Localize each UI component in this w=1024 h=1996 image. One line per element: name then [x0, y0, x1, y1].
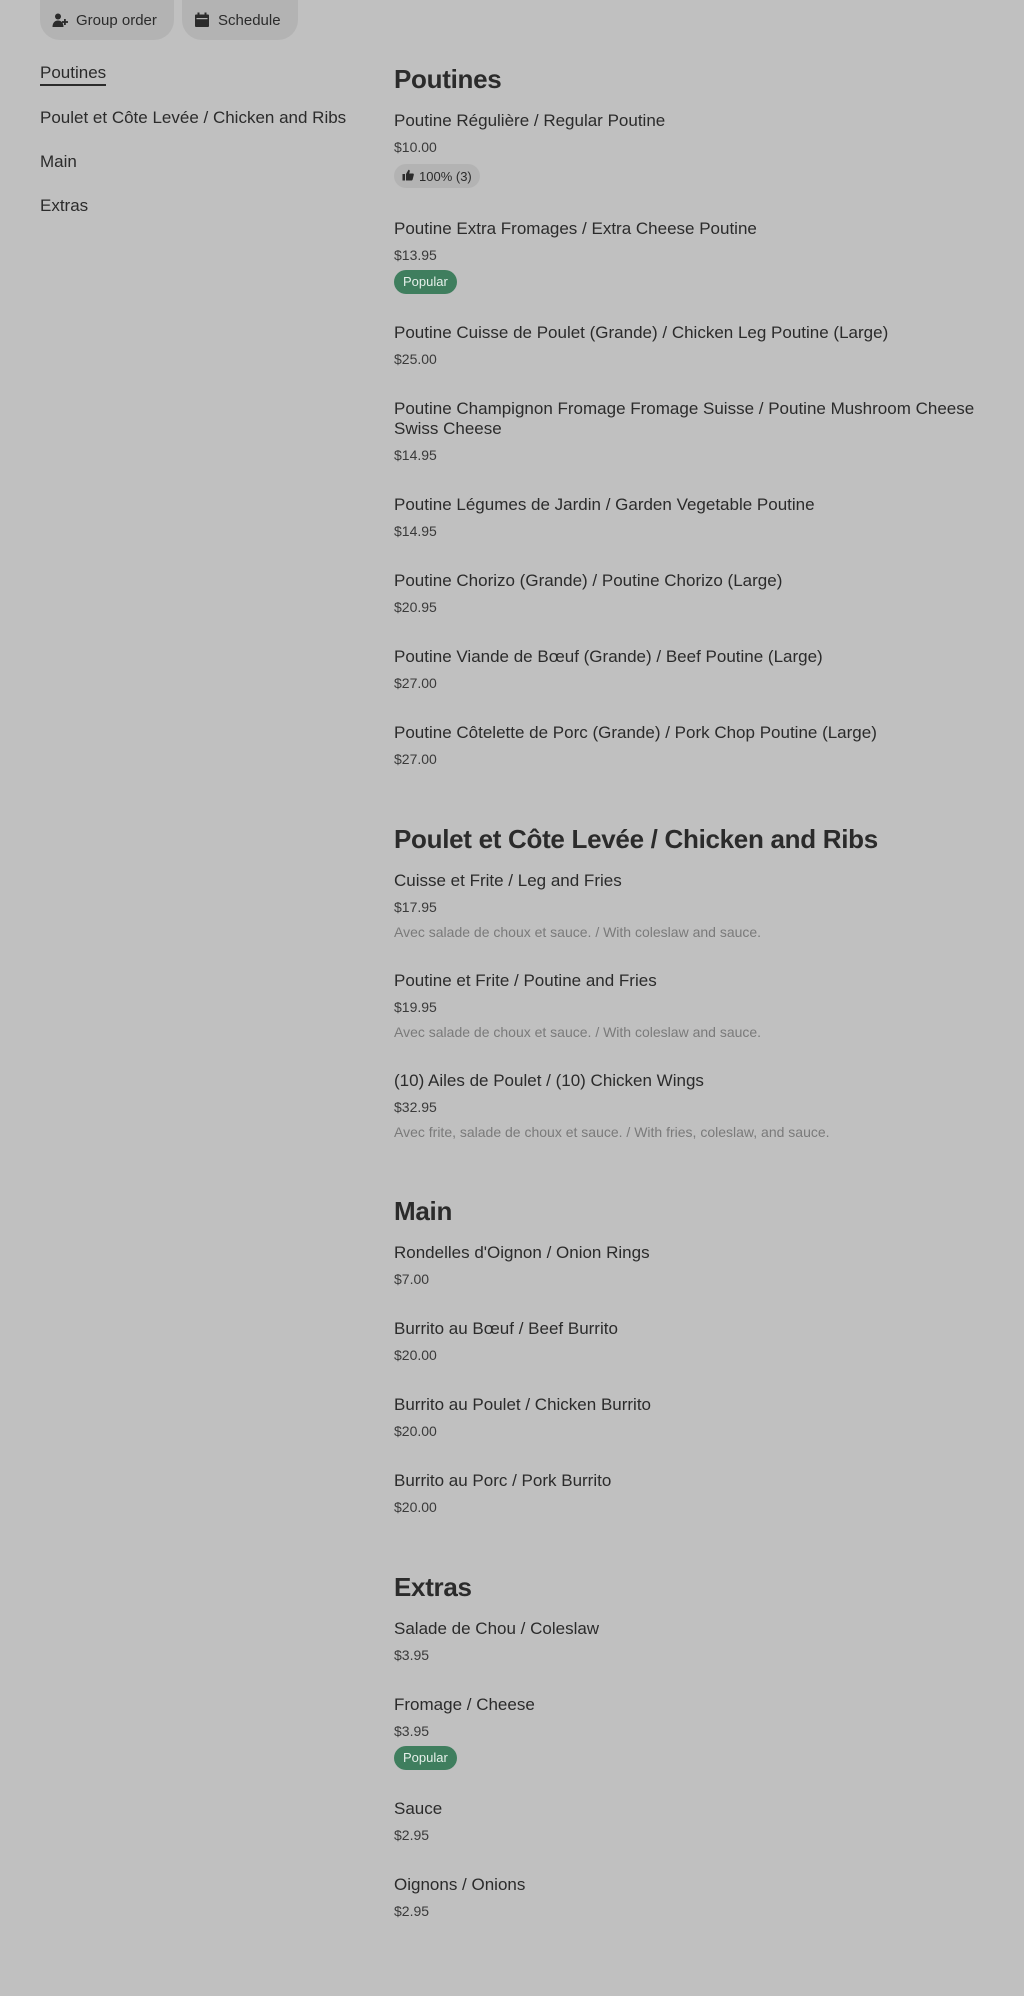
menu-item[interactable] — [394, 219, 994, 294]
sidebar-item-label: Main — [40, 152, 77, 171]
item-name: Salade de Chou / Coleslaw — [394, 1619, 600, 1638]
popular-badge: Popular — [394, 1746, 457, 1770]
section-title-chicken-and-ribs: Poulet et Côte Levée / Chicken and Ribs — [394, 824, 878, 854]
section-title-extras: Extras — [394, 1572, 472, 1602]
item-name: Poutine Légumes de Jardin / Garden Vegetable Poutine — [394, 495, 815, 514]
item-name: Burrito au Poulet / Chicken Burrito — [394, 1395, 652, 1414]
item-price: $10.00 — [394, 139, 437, 155]
menu-item[interactable] — [394, 1071, 994, 1141]
item-description: Avec salade de choux et sauce. / With coleslaw and sauce. — [394, 924, 762, 940]
item-price: $19.95 — [394, 999, 437, 1015]
item-price: $17.95 — [394, 899, 437, 915]
item-price: $27.00 — [394, 675, 437, 691]
item-price: $14.95 — [394, 523, 437, 539]
thumbs-up-icon — [402, 169, 414, 184]
item-name: Fromage / Cheese — [394, 1695, 535, 1714]
item-price: $20.00 — [394, 1423, 437, 1439]
item-name: Cuisse et Frite / Leg and Fries — [394, 871, 622, 890]
menu-item[interactable] — [394, 111, 994, 188]
sidebar-item-poutines[interactable] — [40, 62, 106, 84]
sidebar-item-label: Poutines — [40, 63, 106, 86]
menu-item[interactable] — [394, 1395, 994, 1440]
menu-item[interactable] — [394, 571, 994, 616]
menu-item[interactable] — [394, 1799, 994, 1844]
item-name: Poutine Champignon Fromage Fromage Suisse / Poutine Mushroom Cheese Swiss Cheese — [394, 399, 975, 438]
sidebar-item-extras[interactable] — [40, 195, 88, 217]
item-name: (10) Ailes de Poulet / (10) Chicken Wings — [394, 1071, 704, 1090]
group-order-button[interactable] — [40, 0, 174, 40]
sidebar-item-main[interactable] — [40, 151, 77, 173]
add-person-icon — [52, 12, 68, 28]
calendar-icon — [194, 12, 210, 28]
sidebar-item-chicken-and-ribs[interactable] — [40, 107, 346, 129]
top-actions — [40, 0, 298, 40]
item-name: Burrito au Bœuf / Beef Burrito — [394, 1319, 618, 1338]
item-name: Rondelles d'Oignon / Onion Rings — [394, 1243, 650, 1262]
menu-item[interactable] — [394, 1695, 994, 1770]
group-order-label: Group order — [76, 11, 157, 29]
menu-item[interactable] — [394, 1243, 994, 1288]
item-name: Oignons / Onions — [394, 1875, 526, 1894]
menu-item[interactable] — [394, 971, 994, 1041]
menu-item[interactable] — [394, 495, 994, 540]
menu-item[interactable] — [394, 647, 994, 692]
item-price: $20.95 — [394, 599, 437, 615]
menu-item[interactable] — [394, 1875, 994, 1920]
item-description: Avec frite, salade de choux et sauce. / With fries, coleslaw, and sauce. — [394, 1124, 830, 1140]
item-name: Poutine Cuisse de Poulet (Grande) / Chicken Leg Poutine (Large) — [394, 323, 889, 342]
item-price: $2.95 — [394, 1827, 430, 1843]
item-name: Poutine Viande de Bœuf (Grande) / Beef Poutine (Large) — [394, 647, 823, 666]
popular-badge: Popular — [394, 270, 457, 294]
item-price: $27.00 — [394, 751, 437, 767]
item-description: Avec salade de choux et sauce. / With coleslaw and sauce. — [394, 1024, 762, 1040]
schedule-button[interactable] — [182, 0, 298, 40]
menu-item[interactable] — [394, 1471, 994, 1516]
item-price: $7.00 — [394, 1271, 430, 1287]
item-name: Burrito au Porc / Pork Burrito — [394, 1471, 612, 1490]
schedule-label: Schedule — [218, 11, 281, 29]
item-price: $2.95 — [394, 1903, 430, 1919]
rating-badge — [394, 164, 480, 188]
item-price: $20.00 — [394, 1499, 437, 1515]
item-price: $14.95 — [394, 447, 437, 463]
item-name: Sauce — [394, 1799, 443, 1818]
sidebar-item-label: Extras — [40, 196, 89, 215]
item-name: Poutine Extra Fromages / Extra Cheese Poutine — [394, 219, 757, 238]
menu-item[interactable] — [394, 399, 994, 464]
item-price: $25.00 — [394, 351, 437, 367]
menu-item[interactable] — [394, 323, 994, 368]
menu-item[interactable] — [394, 1319, 994, 1364]
item-price: $3.95 — [394, 1723, 430, 1739]
section-title-main: Main — [394, 1196, 453, 1226]
item-name: Poutine Chorizo (Grande) / Poutine Chorizo (Large) — [394, 571, 783, 590]
menu-item[interactable] — [394, 1619, 994, 1664]
menu-item[interactable] — [394, 723, 994, 768]
menu-item[interactable] — [394, 871, 994, 941]
item-name: Poutine Régulière / Regular Poutine — [394, 111, 666, 130]
section-title-poutines: Poutines — [394, 64, 502, 94]
item-name: Poutine et Frite / Poutine and Fries — [394, 971, 657, 990]
item-name: Poutine Côtelette de Porc (Grande) / Pork Chop Poutine (Large) — [394, 723, 877, 742]
item-price: $3.95 — [394, 1647, 430, 1663]
item-price: $13.95 — [394, 247, 437, 263]
item-price: $32.95 — [394, 1099, 437, 1115]
item-price: $20.00 — [394, 1347, 437, 1363]
sidebar-item-label: Poulet et Côte Levée / Chicken and Ribs — [40, 108, 347, 127]
rating-value: 100% (3) — [419, 168, 472, 184]
